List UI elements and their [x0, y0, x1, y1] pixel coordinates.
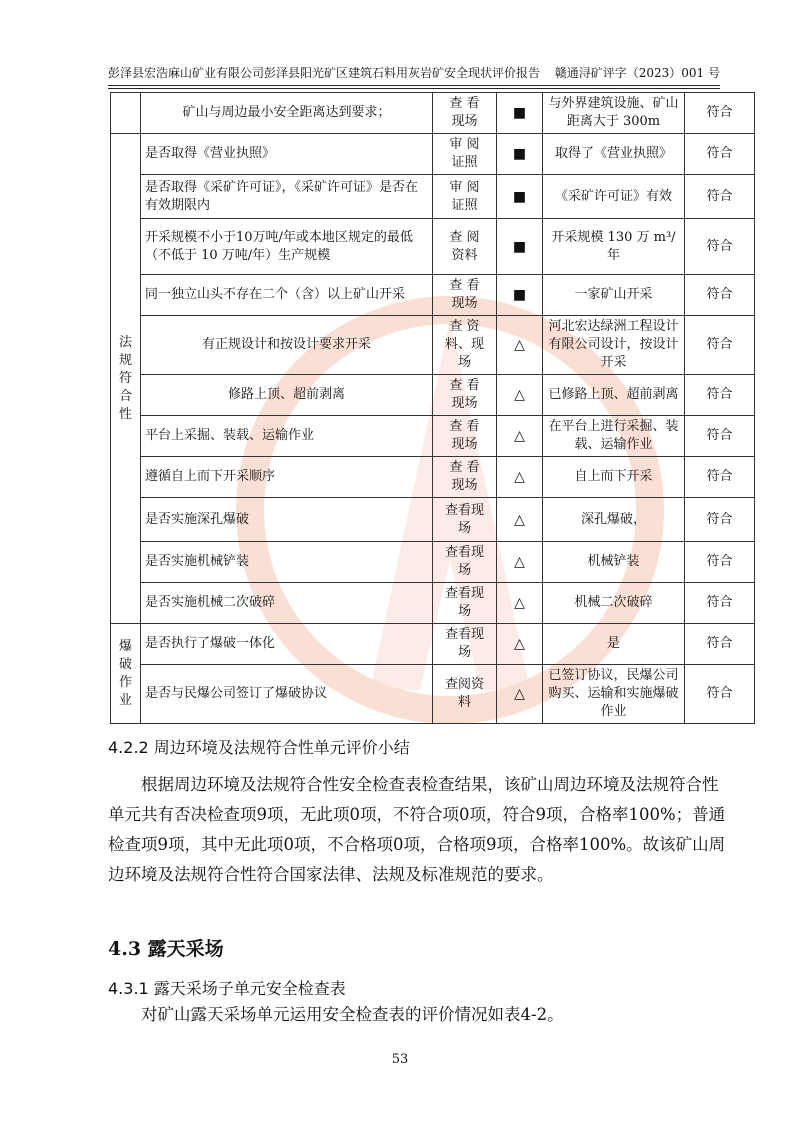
table-row [111, 175, 755, 219]
check-method-cell: 查 看 现场 [433, 416, 497, 457]
check-method-cell: 查 看 现场 [433, 93, 497, 134]
table-row [111, 583, 755, 624]
conformity-cell: 符合 [685, 416, 755, 457]
check-result-cell: 开采规模 130 万 m³/年 [543, 219, 685, 275]
header-report-number: 赣通浔矿评字（2023）001 号 [554, 66, 720, 80]
check-result-cell: 河北宏达绿洲工程设计有限公司设计，按设计开采 [543, 316, 685, 375]
check-type-mark: △ [497, 457, 543, 498]
check-result-cell: 取得了《营业执照》 [543, 134, 685, 175]
check-type-mark: △ [497, 665, 543, 724]
category-cell-group1 [111, 93, 141, 134]
category-char: 符 [118, 370, 132, 386]
check-item-cell: 是否实施深孔爆破 [141, 498, 433, 542]
check-result-cell: 在平台上进行采掘、装载、运输作业 [543, 416, 685, 457]
category-char: 法 [118, 334, 132, 350]
table-row [111, 416, 755, 457]
category-char: 作 [118, 674, 132, 690]
check-method-cell: 查阅资 料 [433, 665, 497, 724]
check-method-cell: 查看现 场 [433, 498, 497, 542]
category-char: 性 [118, 406, 132, 422]
category-char: 合 [118, 388, 132, 404]
table-row [111, 665, 755, 724]
conformity-cell: 符合 [685, 219, 755, 275]
check-item-cell: 遵循自上而下开采顺序 [141, 457, 433, 498]
check-result-cell: 是 [543, 624, 685, 665]
check-item-cell: 修路上顶、超前剥离 [141, 375, 433, 416]
table-row [111, 624, 755, 665]
check-type-mark: △ [497, 624, 543, 665]
section-4-3-1-body [108, 1000, 728, 1030]
table-row [111, 498, 755, 542]
conformity-cell: 符合 [685, 134, 755, 175]
page-header [108, 64, 720, 86]
check-result-cell: 自上而下开采 [543, 457, 685, 498]
check-item-cell: 是否取得《采矿许可证》，《采矿许可证》是否在有效期限内 [141, 175, 433, 219]
page-number: 53 [391, 1052, 409, 1067]
check-type-mark: △ [497, 542, 543, 583]
category-char: 规 [118, 352, 132, 368]
table-row [111, 275, 755, 316]
check-type-mark: ■ [497, 134, 543, 175]
check-result-cell: 已修路上顶、超前剥离 [543, 375, 685, 416]
check-item-cell: 矿山与周边最小安全距离达到要求； [141, 93, 433, 134]
safety-checklist-table [110, 92, 755, 724]
conformity-cell: 符合 [685, 175, 755, 219]
check-result-cell: 一家矿山开采 [543, 275, 685, 316]
header-report-title: 彭泽县宏浩麻山矿业有限公司彭泽县阳光矿区建筑石料用灰岩矿安全现状评价报告 [108, 66, 541, 80]
table-row [111, 542, 755, 583]
check-result-cell: 已签订协议，民爆公司购买、运输和实施爆破作业 [543, 665, 685, 724]
conformity-cell: 符合 [685, 624, 755, 665]
check-type-mark: ■ [497, 219, 543, 275]
conformity-cell: 符合 [685, 583, 755, 624]
conformity-cell: 符合 [685, 275, 755, 316]
summary-paragraph: 根据周边环境及法规符合性安全检查表检查结果，该矿山周边环境及法规符合性单元共有否决检查项9项，无此项0项，不符合项0项，符合9项，合格率100%；普通检查项9项，其中无此项0项，不合格项0项，合格项9项，合格率100%。故该矿山周边环境及法规符合性符合国家法律、法规及标准规范的要求。 [108, 775, 726, 884]
check-type-mark: ■ [497, 175, 543, 219]
check-result-cell: 机械铲装 [543, 542, 685, 583]
category-cell-blasting [111, 624, 141, 724]
table-row [111, 219, 755, 275]
check-method-cell: 查 看 现场 [433, 457, 497, 498]
check-type-mark: △ [497, 583, 543, 624]
check-result-cell: 《采矿许可证》有效 [543, 175, 685, 219]
conformity-cell: 符合 [685, 498, 755, 542]
check-method-cell: 查 看 现场 [433, 375, 497, 416]
conformity-cell: 符合 [685, 665, 755, 724]
check-type-mark: △ [497, 498, 543, 542]
table-row [111, 375, 755, 416]
check-type-mark: △ [497, 316, 543, 375]
category-cell-legal-compliance [111, 134, 141, 624]
check-method-cell: 查看现 场 [433, 583, 497, 624]
check-type-mark: △ [497, 416, 543, 457]
section-4-2-2 [108, 738, 728, 890]
check-method-cell: 查看现 场 [433, 624, 497, 665]
check-item-cell: 开采规模不小于10万吨/年或本地区规定的最低（不低于 10 万吨/年）生产规模 [141, 219, 433, 275]
check-result-cell: 机械二次破碎 [543, 583, 685, 624]
table-row [111, 93, 755, 134]
conformity-cell: 符合 [685, 93, 755, 134]
check-item-cell: 有正规设计和按设计要求开采 [141, 316, 433, 375]
table-row [111, 134, 755, 175]
table-reference-paragraph: 对矿山露天采场单元运用安全检查表的评价情况如表4-2。 [141, 1005, 564, 1024]
check-item-cell: 是否执行了爆破一体化 [141, 624, 433, 665]
conformity-cell: 符合 [685, 316, 755, 375]
check-item-cell: 同一独立山头不存在二个（含）以上矿山开采 [141, 275, 433, 316]
check-item-cell: 是否实施机械二次破碎 [141, 583, 433, 624]
section-heading-4-3: 4.3 露天采场 [108, 938, 224, 960]
table-row [111, 316, 755, 375]
check-item-cell: 是否取得《营业执照》 [141, 134, 433, 175]
check-type-mark: ■ [497, 275, 543, 316]
table-row [111, 457, 755, 498]
check-method-cell: 查 看 现场 [433, 275, 497, 316]
check-method-cell: 查 阅 资料 [433, 219, 497, 275]
category-char: 破 [118, 656, 132, 672]
check-method-cell: 查 资 料、现 场 [433, 316, 497, 375]
check-result-cell: 深孔爆破， [543, 498, 685, 542]
check-type-mark: ■ [497, 93, 543, 134]
section-heading-4-2-2: 4.2.2 周边环境及法规符合性单元评价小结 [108, 738, 410, 757]
check-item-cell: 是否与民爆公司签订了爆破协议 [141, 665, 433, 724]
check-method-cell: 审 阅 证照 [433, 175, 497, 219]
conformity-cell: 符合 [685, 542, 755, 583]
section-heading-4-3-1: 4.3.1 露天采场子单元安全检查表 [108, 979, 346, 998]
conformity-cell: 符合 [685, 457, 755, 498]
check-item-cell: 平台上采掘、装载、运输作业 [141, 416, 433, 457]
check-item-cell: 是否实施机械铲装 [141, 542, 433, 583]
category-char: 业 [118, 692, 132, 708]
check-type-mark: △ [497, 375, 543, 416]
check-method-cell: 查看现 场 [433, 542, 497, 583]
check-result-cell: 与外界建筑设施、矿山距离大于 300m [543, 93, 685, 134]
check-method-cell: 审 阅 证照 [433, 134, 497, 175]
conformity-cell: 符合 [685, 375, 755, 416]
category-char: 爆 [118, 638, 132, 654]
